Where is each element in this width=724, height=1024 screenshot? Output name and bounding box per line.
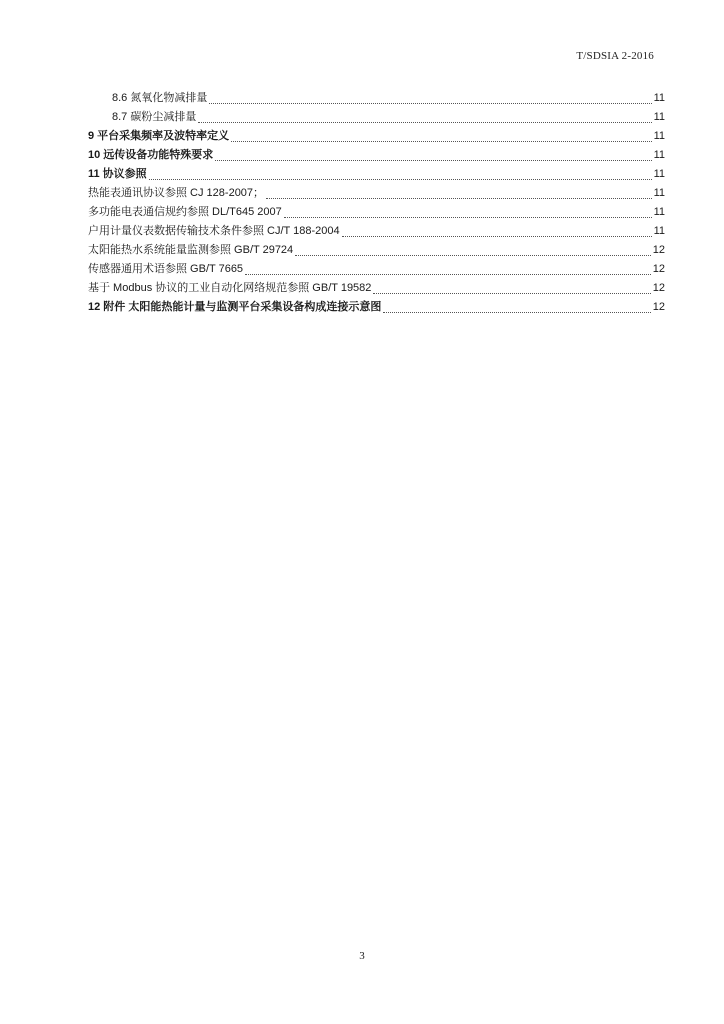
- toc-entry[interactable]: [88, 165, 665, 184]
- toc-dot-leader: [342, 236, 652, 237]
- toc-entry-page: 11: [653, 225, 665, 237]
- toc-entry-title: 8.6 氮氧化物减排量: [112, 92, 208, 104]
- toc-entry-title: 8.7 碳粉尘减排量: [112, 111, 197, 123]
- toc-dot-leader: [231, 141, 651, 142]
- toc-entry-title: 12 附件 太阳能热能计量与监测平台采集设备构成连接示意图: [88, 301, 382, 313]
- toc-entry[interactable]: [88, 241, 665, 260]
- toc-dot-leader: [245, 274, 651, 275]
- toc-entry-page: 11: [653, 206, 665, 218]
- toc-entry[interactable]: [88, 146, 665, 165]
- toc-dot-leader: [209, 103, 651, 104]
- toc-dot-leader: [383, 312, 650, 313]
- toc-entry[interactable]: [88, 298, 665, 317]
- toc-entry-title: 太阳能热水系统能量监测参照 GB/T 29724: [88, 244, 294, 256]
- toc-dot-leader: [215, 160, 651, 161]
- toc-entry[interactable]: [88, 222, 665, 241]
- toc-entry-page: 11: [653, 187, 665, 199]
- toc-entry[interactable]: [88, 184, 665, 203]
- toc-entry-title: 户用计量仪表数据传输技术条件参照 CJ/T 188-2004: [88, 225, 340, 237]
- toc-entry-page: 12: [652, 244, 665, 256]
- toc-entry-page: 11: [653, 92, 665, 104]
- toc-dot-leader: [266, 198, 652, 199]
- toc-dot-leader: [284, 217, 652, 218]
- toc-dot-leader: [373, 293, 650, 294]
- toc-entry-title: 10 远传设备功能特殊要求: [88, 149, 214, 161]
- toc-entry-page: 12: [652, 282, 665, 294]
- toc-dot-leader: [198, 122, 651, 123]
- toc-entry-page: 11: [653, 168, 665, 180]
- toc-entry[interactable]: [88, 260, 665, 279]
- toc-entry-page: 12: [652, 301, 665, 313]
- toc-dot-leader: [149, 179, 652, 180]
- toc-entry[interactable]: [88, 127, 665, 146]
- page-number: 3: [359, 950, 365, 962]
- toc-entry-title: 热能表通讯协议参照 CJ 128-2007；: [88, 187, 265, 199]
- toc-entry[interactable]: [88, 279, 665, 298]
- document-code: T/SDSIA 2-2016: [576, 50, 654, 62]
- toc-dot-leader: [295, 255, 651, 256]
- toc-entry[interactable]: [88, 203, 665, 222]
- toc-entry-page: 11: [653, 149, 665, 161]
- toc-entry[interactable]: [88, 108, 665, 127]
- toc-entry-title: 基于 Modbus 协议的工业自动化网络规范参照 GB/T 19582: [88, 282, 372, 294]
- toc-entry-title: 9 平台采集频率及波特率定义: [88, 130, 230, 142]
- table-of-contents: [88, 89, 665, 317]
- toc-entry-title: 11 协议参照: [88, 168, 147, 180]
- toc-entry[interactable]: [88, 89, 665, 108]
- toc-entry-page: 11: [653, 111, 665, 123]
- toc-entry-page: 12: [652, 263, 665, 275]
- toc-entry-title: 传感器通用术语参照 GB/T 7665: [88, 263, 244, 275]
- toc-entry-title: 多功能电表通信规约参照 DL/T645 2007: [88, 206, 282, 218]
- toc-entry-page: 11: [653, 130, 665, 142]
